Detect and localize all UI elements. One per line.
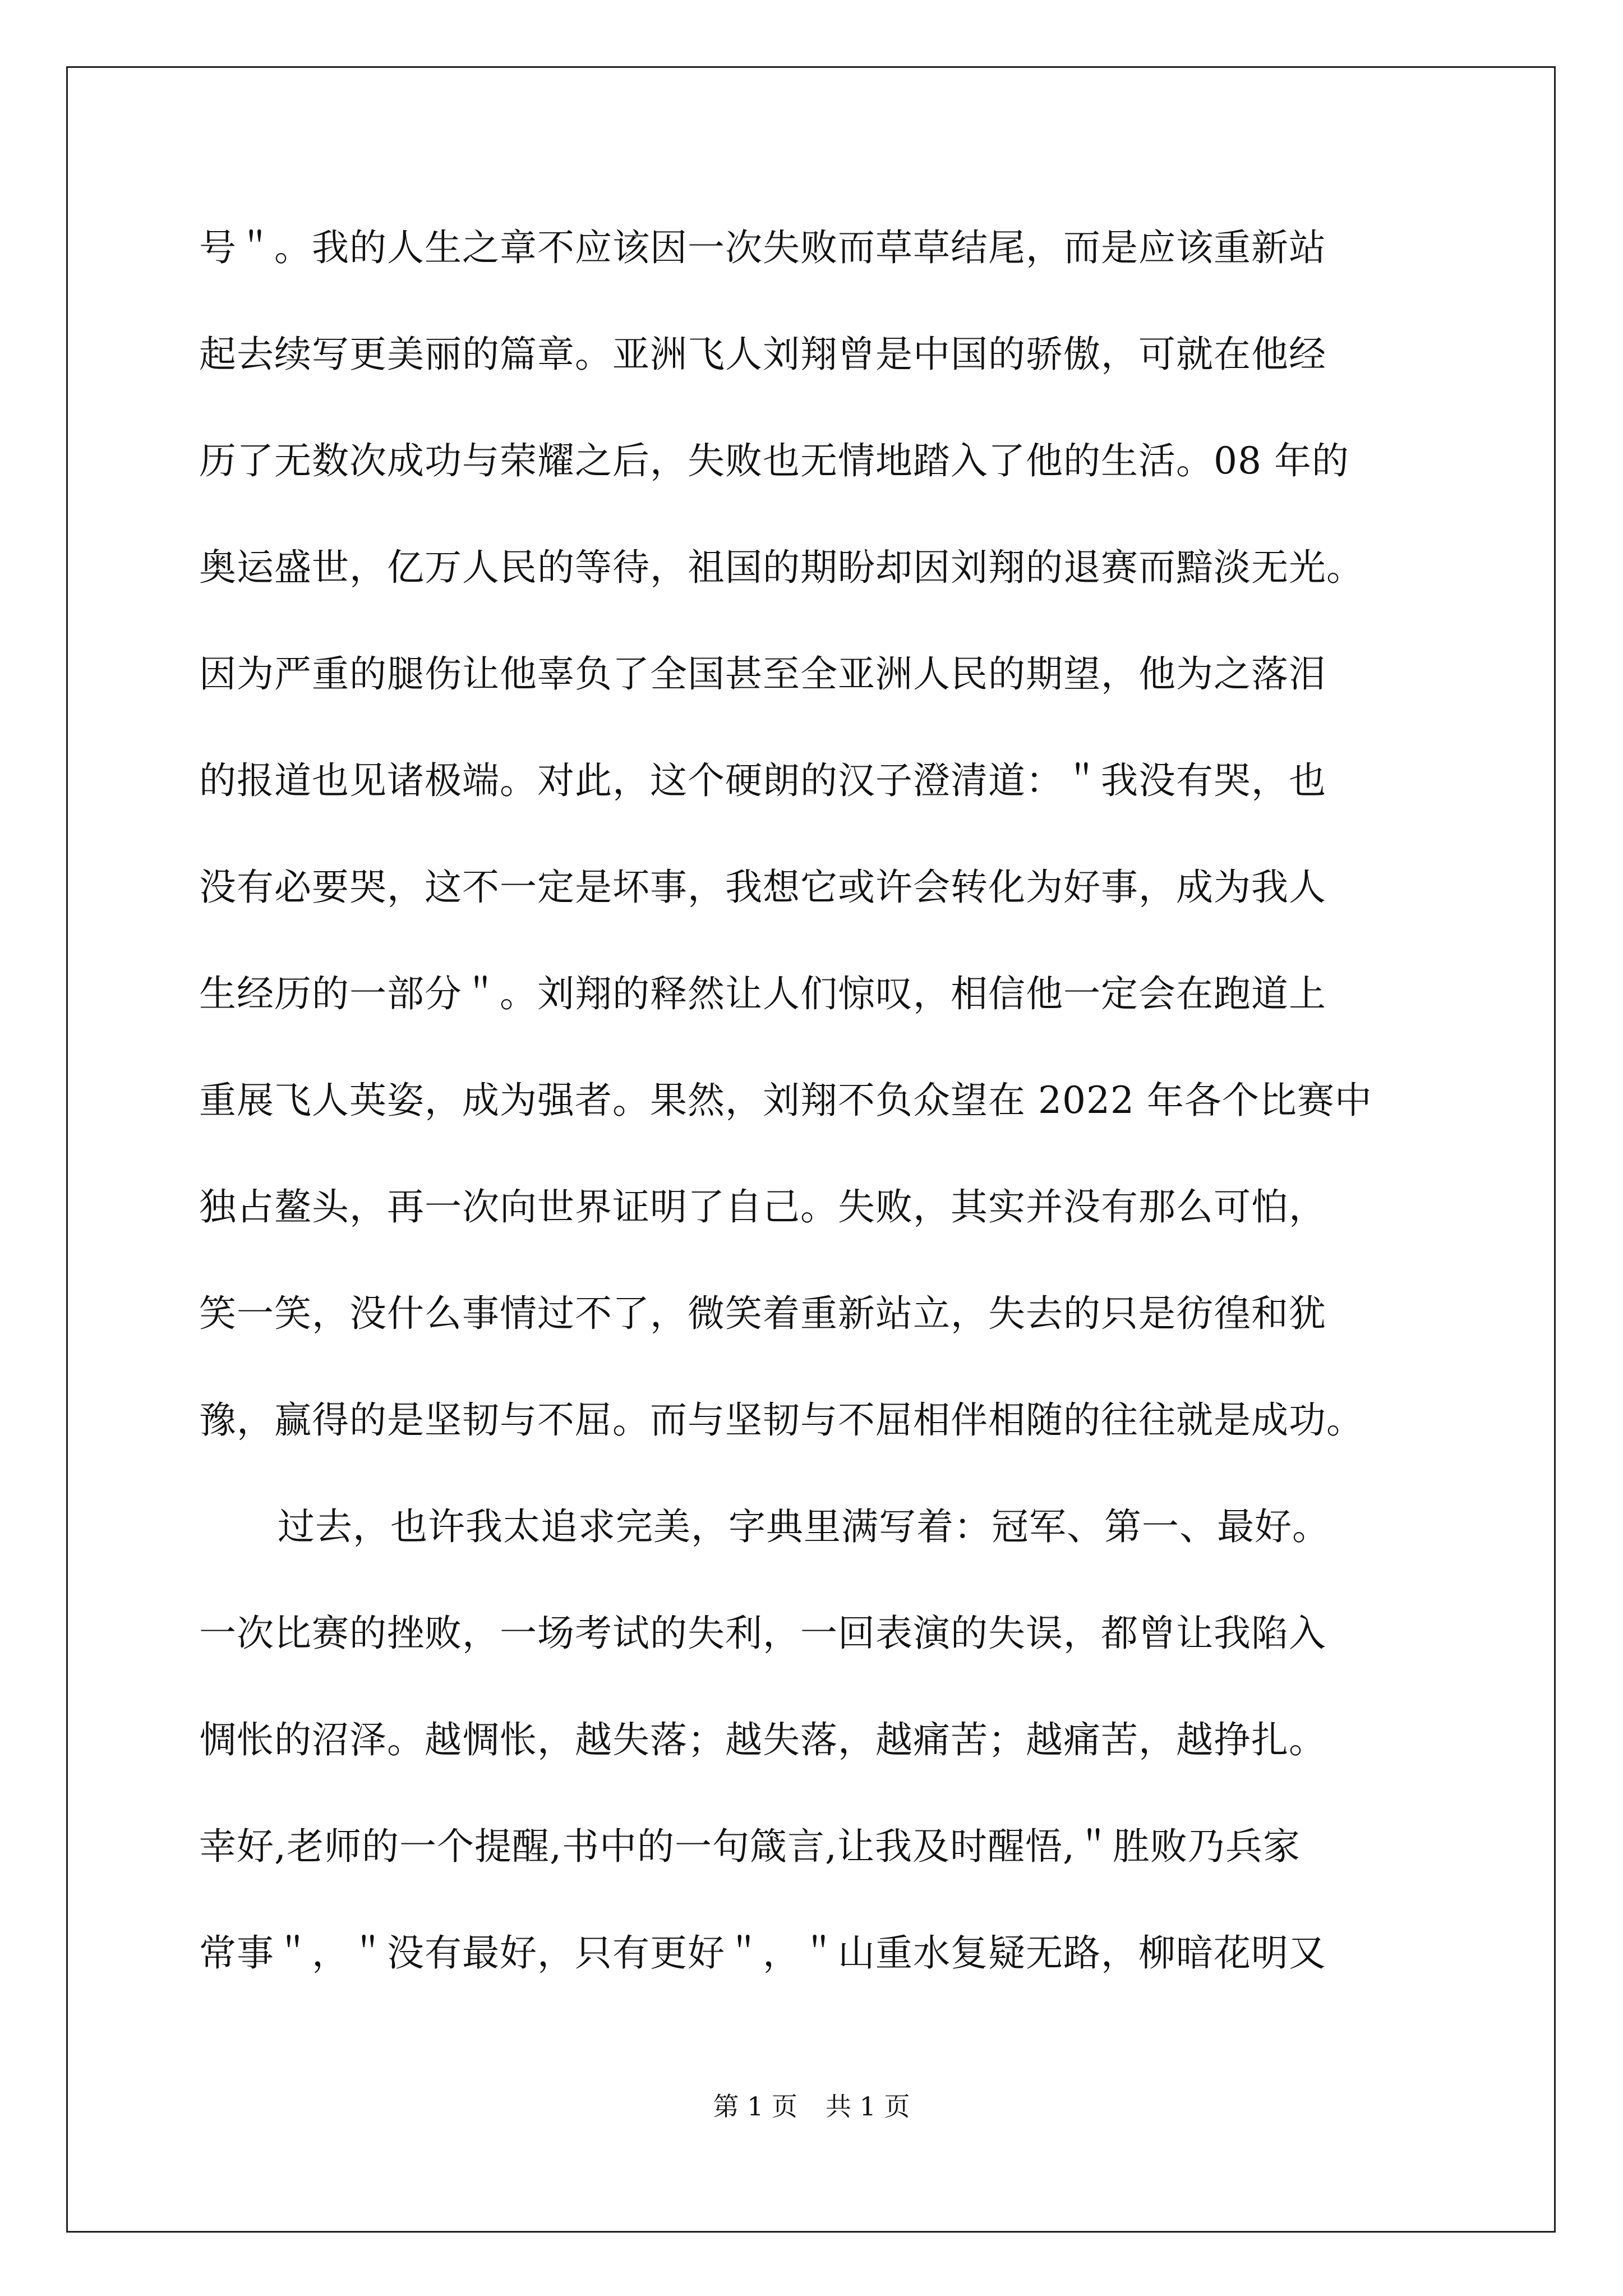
text-line: 奥运盛世，亿万人民的等待，祖国的期盼却因刘翔的退赛而黯淡无光。 [199, 546, 1364, 589]
text-line: 一次比赛的挫败，一场考试的失利，一回表演的失误，都曾让我陷入 [199, 1612, 1326, 1655]
text-line: 起去续写更美丽的篇章。亚洲飞人刘翔曾是中国的骄傲，可就在他经 [199, 333, 1326, 376]
page-number: 第 1 页 [713, 2091, 797, 2122]
text-line: 号＂。我的人生之章不应该因一次失败而草草结尾，而是应该重新站 [199, 226, 1326, 269]
text-line: 历了无数次成功与荣耀之后，失败也无情地踏入了他的生活。08 年的 [199, 439, 1349, 482]
text-line: 惆怅的沼泽。越惆怅，越失落；越失落，越痛苦；越痛苦，越挣扎。 [199, 1718, 1326, 1761]
text-line: 豫，赢得的是坚韧与不屈。而与坚韧与不屈相伴相随的往往就是成功。 [199, 1398, 1364, 1442]
text-line: 的报道也见诸极端。对此，这个硬朗的汉子澄清道：＂我没有哭，也 [199, 759, 1326, 802]
text-line: 笑一笑，没什么事情过不了，微笑着重新站立，失去的只是彷徨和犹 [199, 1292, 1326, 1335]
text-line: 生经历的一部分＂。刘翔的释然让人们惊叹，相信他一定会在跑道上 [199, 972, 1326, 1015]
text-line: 重展飞人英姿，成为强者。果然，刘翔不负众望在 2022 年各个比赛中 [199, 1079, 1372, 1122]
text-line: 因为严重的腿伤让他辜负了全国甚至全亚洲人民的期望，他为之落泪 [199, 652, 1326, 696]
text-line: 常事＂，＂没有最好，只有更好＂，＂山重水复疑无路，柳暗花明又 [199, 1931, 1326, 1975]
text-line: 没有必要哭，这不一定是坏事，我想它或许会转化为好事，成为我人 [199, 866, 1326, 909]
document-body [199, 213, 1433, 2025]
page-footer [0, 2090, 1623, 2123]
text-line: 幸好,老师的一个提醒,书中的一句箴言,让我及时醒悟,＂胜败乃兵家 [199, 1825, 1301, 1868]
text-line: 独占鳌头，再一次向世界证明了自己。失败，其实并没有那么可怕， [199, 1185, 1326, 1228]
page-total: 共 1 页 [826, 2091, 910, 2122]
text-line: 过去，也许我太追求完美，字典里满写着：冠军、第一、最好。 [278, 1505, 1330, 1548]
